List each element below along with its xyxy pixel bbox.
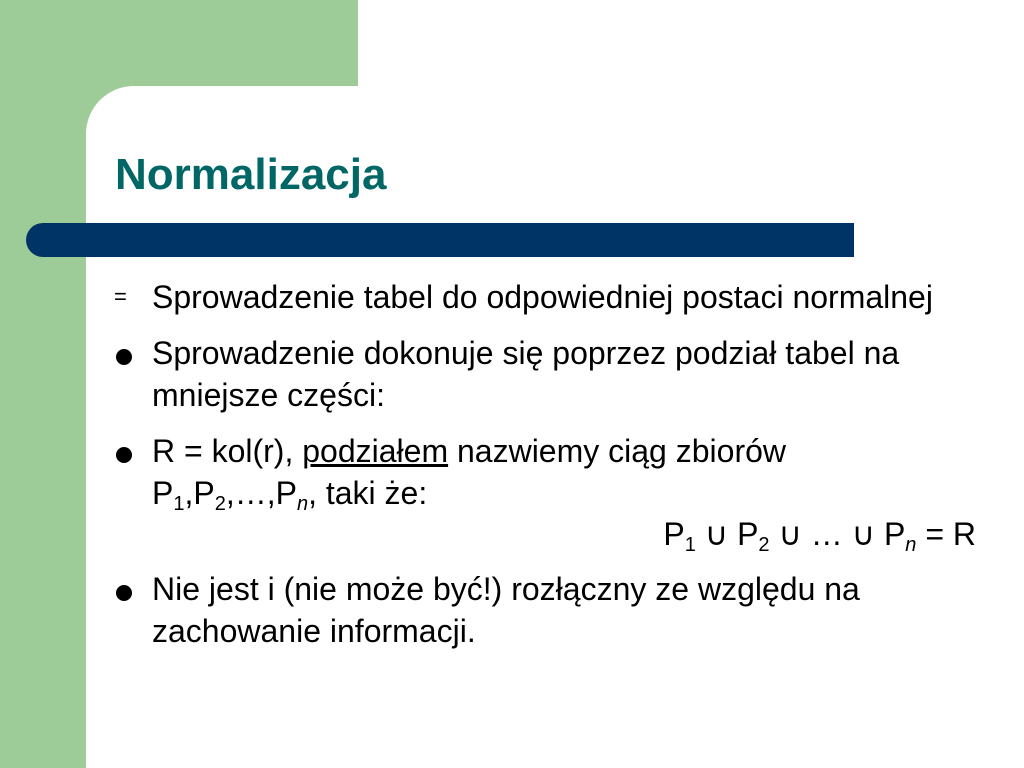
formula-p: P <box>663 516 685 552</box>
item-text: Sprowadzenie dokonuje się poprzez podział tabel na mniejsze części: <box>152 335 900 413</box>
formula-union: ∪ P <box>695 516 759 552</box>
slide-title: Normalizacja <box>115 150 387 199</box>
bullet-icon <box>116 585 132 601</box>
item-text-before: R = kol(r), <box>152 433 303 469</box>
slide-content <box>110 276 990 666</box>
seq-sub-n: n <box>296 493 309 515</box>
list-item <box>110 568 990 652</box>
item-text: Sprowadzenie tabel do odpowiedniej postaci normalnej <box>152 279 933 315</box>
union-formula <box>152 514 990 554</box>
list-item <box>110 276 990 318</box>
list-item <box>110 430 990 554</box>
formula-sub-2: 2 <box>758 534 770 556</box>
seq-sep: ,…,P <box>225 475 297 511</box>
item-text-after: nazwiemy ciąg zbiorów <box>448 433 786 469</box>
underlined-term: podziałem <box>302 433 449 469</box>
bullet-icon <box>116 349 132 365</box>
list-item <box>110 332 990 416</box>
bullet-icon <box>116 447 132 463</box>
top-right-background <box>358 0 1024 86</box>
formula-equals: = R <box>916 516 976 552</box>
item-text: Nie jest i (nie może być!) rozłączny ze względu na zachowanie informacji. <box>152 571 860 649</box>
seq-sub-1: 1 <box>173 493 185 515</box>
formula-union: ∪ … ∪ P <box>769 516 906 552</box>
formula-sub-n: n <box>905 534 917 556</box>
sequence <box>152 475 428 515</box>
seq-sep: ,P <box>184 475 215 511</box>
top-decor-block <box>86 0 358 86</box>
seq-sub-2: 2 <box>214 493 226 515</box>
formula-sub-1: 1 <box>684 534 696 556</box>
title-underline-bar <box>26 223 854 257</box>
seq-p: P <box>152 475 174 511</box>
equals-marker: = <box>114 284 127 309</box>
seq-tail: , taki że: <box>308 475 428 511</box>
left-decor-strip <box>0 0 86 768</box>
